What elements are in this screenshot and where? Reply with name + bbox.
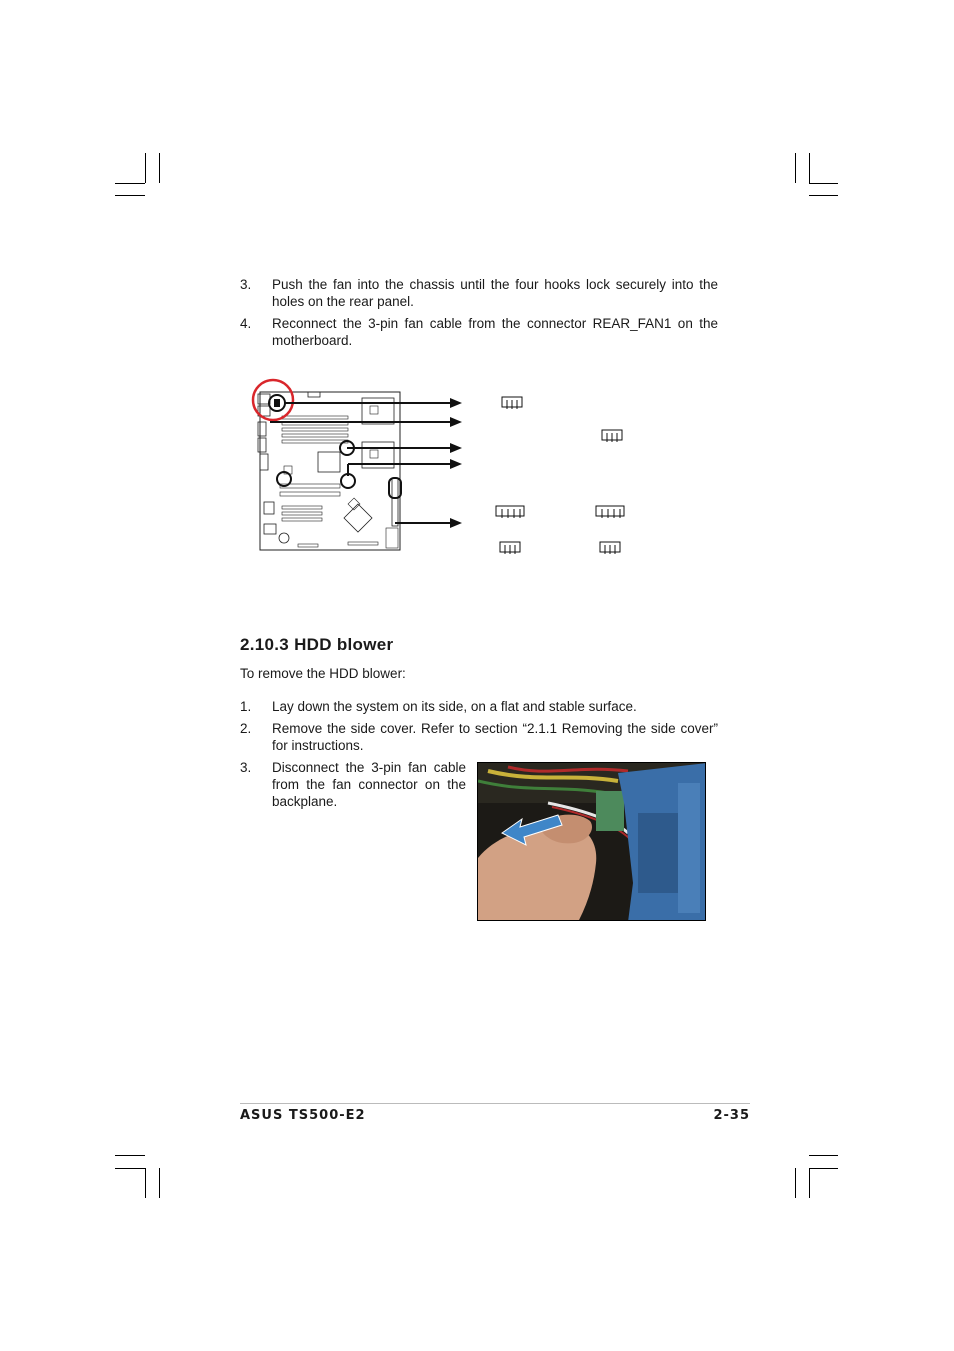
fan-connector-pinouts xyxy=(496,397,624,554)
crop-mark-bottom-right-h2 xyxy=(809,1168,838,1169)
step-text: Lay down the system on its side, on a flat and stable surface. xyxy=(272,699,637,714)
crop-mark-bottom-right-h xyxy=(809,1155,838,1156)
crop-mark-top-left-v2 xyxy=(159,153,160,183)
crop-mark-top-right-v2 xyxy=(809,153,810,183)
crop-mark-top-right-h xyxy=(809,183,838,184)
section-title: 2.10.3 HDD blower xyxy=(240,635,394,654)
crop-mark-bottom-left-v2 xyxy=(159,1168,160,1198)
step-text: Reconnect the 3-pin fan cable from the connector REAR_FAN1 on the motherboard. xyxy=(272,316,718,348)
step-number: 1. xyxy=(240,699,252,714)
crop-mark-top-left-h xyxy=(115,183,145,184)
crop-mark-top-left-v xyxy=(145,153,146,183)
crop-mark-bottom-right-v xyxy=(795,1168,796,1198)
step-4-reconnect-fan xyxy=(240,315,718,349)
step-number: 2. xyxy=(240,721,252,736)
footer-page-number: 2-35 xyxy=(713,1108,750,1123)
rear-fan-highlight-circle xyxy=(253,380,293,420)
step-number: 4. xyxy=(240,316,252,331)
motherboard-fan-connector-diagram xyxy=(240,378,680,568)
crop-mark-top-left-h2 xyxy=(115,195,145,196)
motherboard-outline xyxy=(258,392,400,550)
step-1-lay-down-system xyxy=(240,698,718,715)
step-3-push-fan xyxy=(240,276,718,310)
footer-product-name: ASUS TS500-E2 xyxy=(240,1108,366,1123)
step-text: Remove the side cover. Refer to section “2.1.1 Removing the side cover” for instructions. xyxy=(272,721,718,753)
crop-mark-bottom-left-h xyxy=(115,1155,145,1156)
footer-rule xyxy=(240,1103,750,1104)
step-number: 3. xyxy=(240,277,252,292)
step-text: Disconnect the 3-pin fan cable from the fan connector on the backplane. xyxy=(272,760,466,809)
crop-mark-top-right-v xyxy=(795,153,796,183)
crop-mark-bottom-right-v2 xyxy=(809,1168,810,1198)
step-2-remove-side-cover xyxy=(240,720,718,754)
crop-mark-top-right-h2 xyxy=(809,195,838,196)
step-text: Push the fan into the chassis until the four hooks lock securely into the holes on the rear panel. xyxy=(272,277,718,309)
photo-illustration xyxy=(478,763,706,921)
crop-mark-bottom-left-v xyxy=(145,1168,146,1198)
connector-arrows xyxy=(270,398,462,528)
section-intro: To remove the HDD blower: xyxy=(240,666,406,681)
step-number: 3. xyxy=(240,760,252,775)
step-3-disconnect-fan-cable xyxy=(240,759,466,810)
crop-mark-bottom-left-h2 xyxy=(115,1168,145,1169)
disconnect-cable-photo xyxy=(477,762,706,921)
